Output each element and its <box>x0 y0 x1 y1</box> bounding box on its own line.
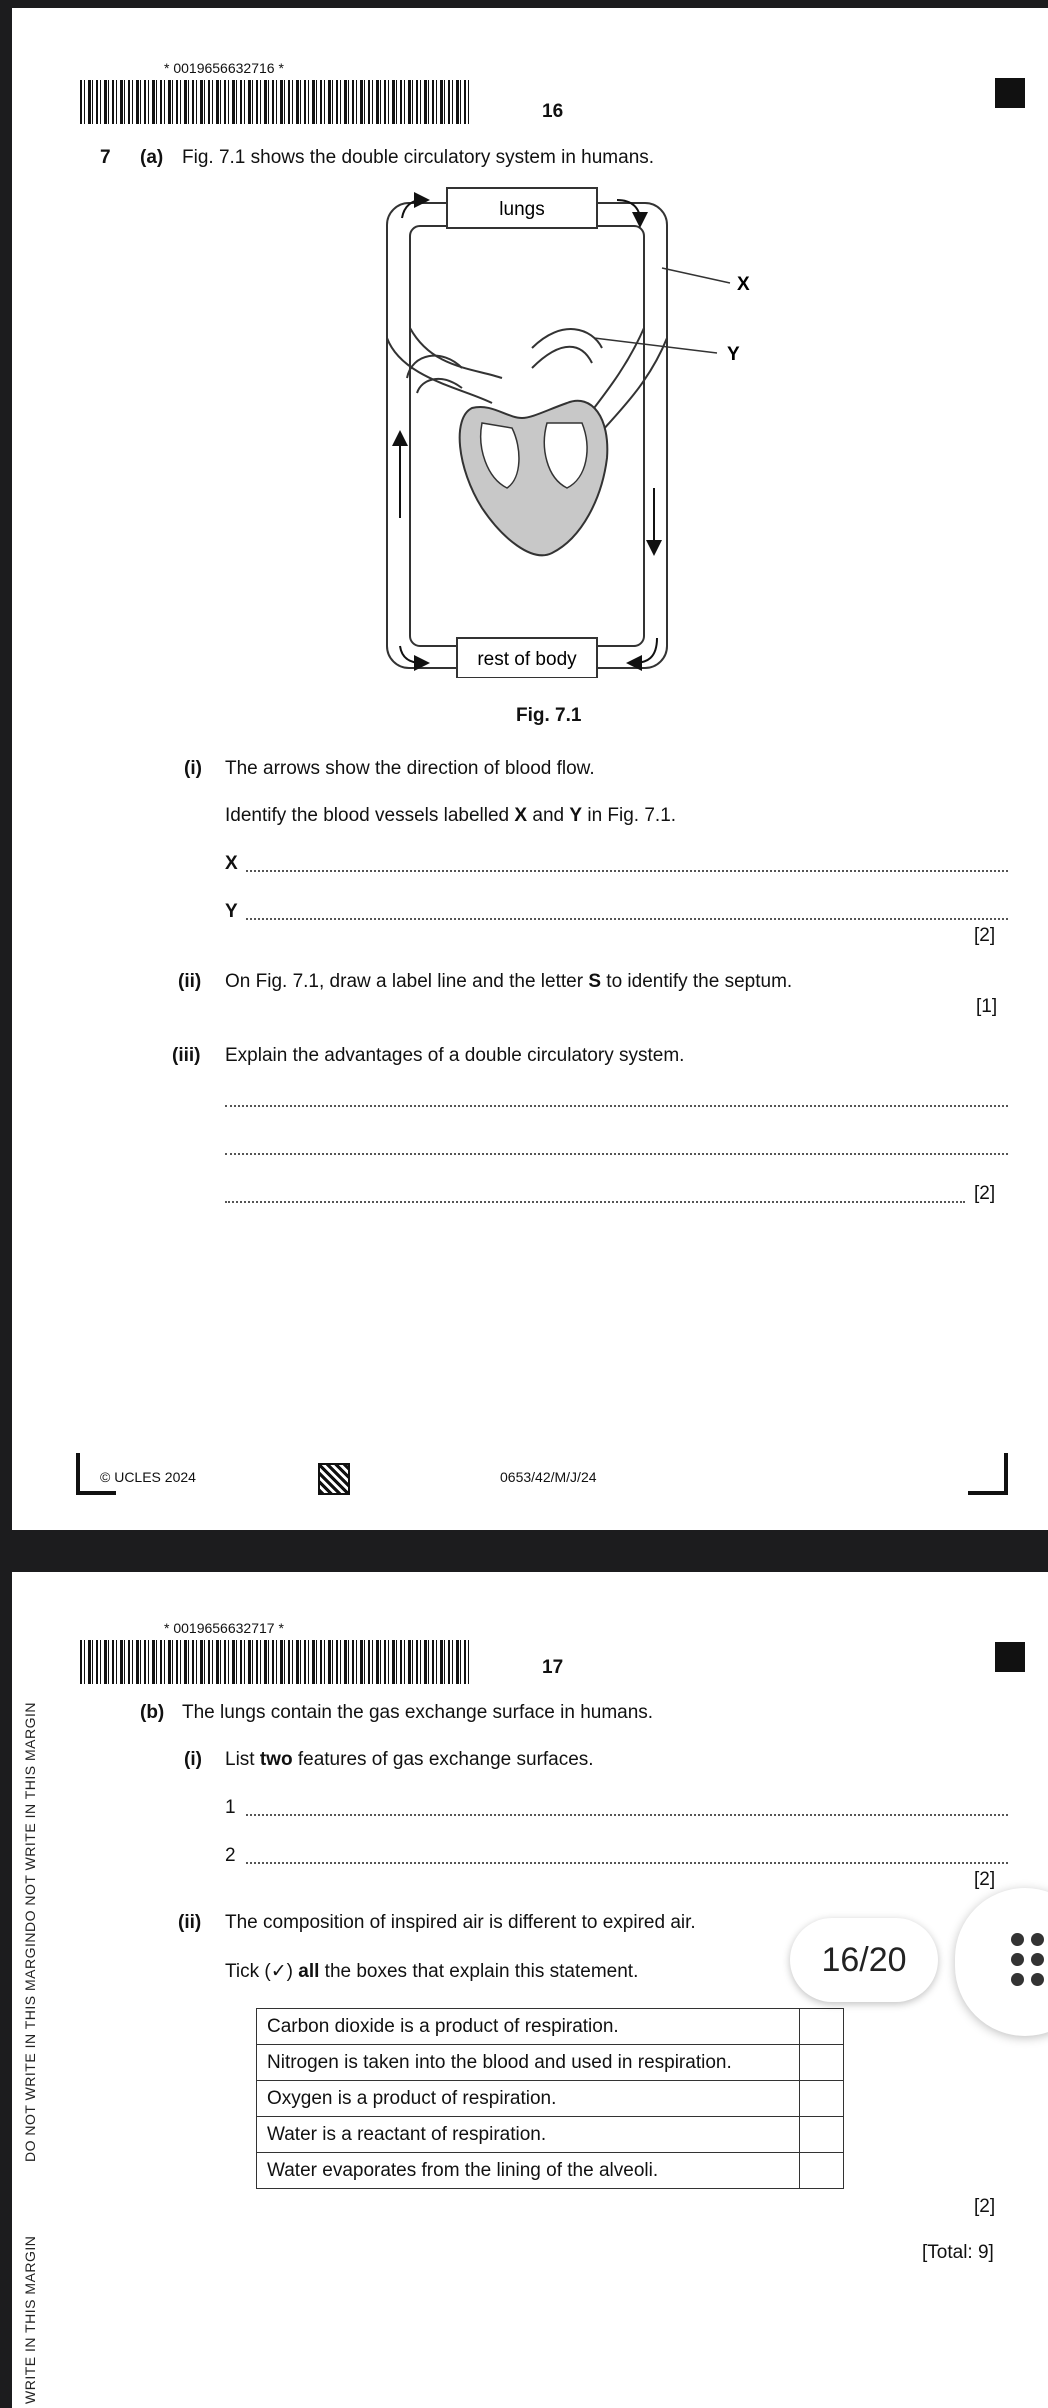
crop-mark-left <box>76 1453 80 1495</box>
part-label-ii: (ii) <box>178 971 202 992</box>
part-label-a: (a) <box>140 147 164 168</box>
grid-dot-icon <box>1011 1933 1024 1946</box>
rest-of-body-label: rest of body <box>477 649 577 670</box>
label-y: Y <box>727 344 740 365</box>
corner-marker <box>995 1642 1025 1672</box>
marks-ii: [1] <box>976 996 998 1017</box>
tick-box[interactable] <box>800 2045 844 2081</box>
tick-box[interactable] <box>800 2081 844 2117</box>
marks-iii: [2] <box>974 1183 996 1204</box>
barcode <box>80 80 472 124</box>
part-bii-instruction: Tick (✓) all the boxes that explain this statement. <box>225 1961 639 1982</box>
answer-line-y[interactable] <box>246 918 1008 920</box>
table-row <box>257 2081 844 2117</box>
marks-bii: [2] <box>974 2196 996 2217</box>
part-label-iii: (iii) <box>172 1045 201 1066</box>
question-number: 7 <box>100 147 111 168</box>
marks-i: [2] <box>974 925 996 946</box>
answer-label-y: Y <box>225 901 238 922</box>
table-row <box>257 2045 844 2081</box>
grid-dot-icon <box>1031 1933 1044 1946</box>
part-i-instruction: Identify the blood vessels labelled X and Y in Fig. 7.1. <box>225 805 677 826</box>
barcode <box>80 1640 472 1684</box>
part-label-i: (i) <box>184 758 202 779</box>
answer-line-iii-2[interactable] <box>225 1153 1008 1155</box>
part-b-text: The lungs contain the gas exchange surface in humans. <box>182 1702 654 1723</box>
answer-line-iii-3[interactable] <box>225 1201 965 1203</box>
figure-caption: Fig. 7.1 <box>516 705 582 726</box>
part-label-bii: (ii) <box>178 1912 202 1933</box>
crop-mark-left-base <box>76 1491 116 1495</box>
tick-table <box>256 2008 844 2189</box>
statement: Nitrogen is taken into the blood and used in respiration. <box>257 2045 800 2081</box>
tick-box[interactable] <box>800 2117 844 2153</box>
statement: Water is a reactant of respiration. <box>257 2117 800 2153</box>
answer-line-iii-1[interactable] <box>225 1105 1008 1107</box>
part-bii-text: The composition of inspired air is different to expired air. <box>225 1912 696 1933</box>
table-row <box>257 2009 844 2045</box>
crop-mark-right-base <box>968 1491 1008 1495</box>
answer-label-x: X <box>225 853 238 874</box>
part-label-bi: (i) <box>184 1749 202 1770</box>
answer-line-x[interactable] <box>246 870 1008 872</box>
question-text: Fig. 7.1 shows the double circulatory system in humans. <box>182 147 655 168</box>
tick-box[interactable] <box>800 2009 844 2045</box>
page-counter[interactable]: 16/20 <box>790 1918 938 2002</box>
margin-warning: DO NOT WRITE IN THIS MARGIN <box>22 1932 38 2162</box>
total-marks: [Total: 9] <box>922 2242 994 2263</box>
table-row <box>257 2153 844 2189</box>
part-iii-text: Explain the advantages of a double circulatory system. <box>225 1045 685 1066</box>
grid-dot-icon <box>1031 1953 1044 1966</box>
crop-mark-right <box>1004 1453 1008 1495</box>
footer-copyright: © UCLES 2024 <box>100 1469 196 1485</box>
answer-number-2: 2 <box>225 1845 236 1866</box>
table-row <box>257 2117 844 2153</box>
grid-dot-icon <box>1011 1953 1024 1966</box>
barcode-id: * 0019656632717 * <box>164 1620 284 1636</box>
statement: Water evaporates from the lining of the alveoli. <box>257 2153 800 2189</box>
part-bi-text: List two features of gas exchange surfaces. <box>225 1749 594 1770</box>
barcode-id: * 0019656632716 * <box>164 60 284 76</box>
page-number: 16 <box>542 101 564 122</box>
grid-dot-icon <box>1011 1973 1024 1986</box>
footer-code: 0653/42/M/J/24 <box>500 1469 597 1485</box>
label-x: X <box>737 274 750 295</box>
tick-box[interactable] <box>800 2153 844 2189</box>
grid-dot-icon <box>1031 1973 1044 1986</box>
answer-line-1[interactable] <box>246 1814 1008 1816</box>
part-i-text: The arrows show the direction of blood flow. <box>225 758 595 779</box>
margin-warning-cut: WRITE IN THIS MARGIN <box>22 2235 38 2404</box>
part-ii-text: On Fig. 7.1, draw a label line and the letter S to identify the septum. <box>225 971 793 992</box>
page-number: 17 <box>542 1657 564 1678</box>
statement: Carbon dioxide is a product of respiration. <box>257 2009 800 2045</box>
exam-page-16 <box>12 8 1048 1530</box>
statement: Oxygen is a product of respiration. <box>257 2081 800 2117</box>
qr-code <box>320 1465 348 1493</box>
marks-bi: [2] <box>974 1869 996 1890</box>
corner-marker <box>995 78 1025 108</box>
circulatory-diagram <box>362 178 762 678</box>
margin-warning: DO NOT WRITE IN THIS MARGIN <box>22 1702 38 1932</box>
answer-number-1: 1 <box>225 1797 236 1818</box>
answer-line-2[interactable] <box>246 1862 1008 1864</box>
part-label-b: (b) <box>140 1702 165 1723</box>
lungs-label: lungs <box>499 199 545 220</box>
